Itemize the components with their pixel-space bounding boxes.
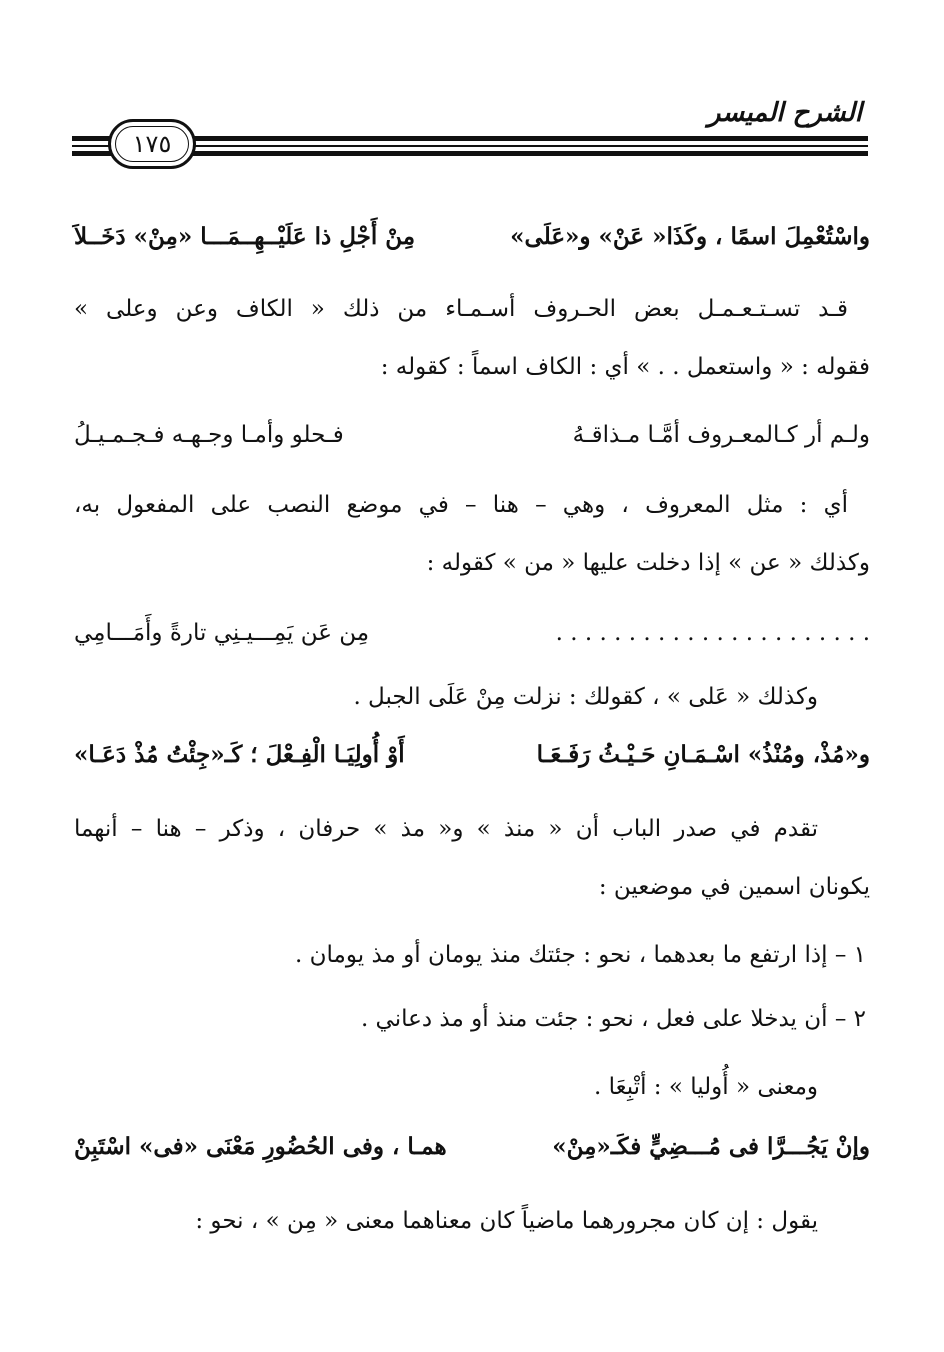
text-line-10: تقدم في صدر الباب أن « منذ » و« مذ » حرفان ، وذكر – هنا – أنهما [74,816,818,842]
text-line-11: يكونان اسمين في موضعين : [598,874,870,900]
text-line-16: يقول : إن كان مجرورهما ماضياً كان معناهما معنى « مِن » ، نحو : [195,1208,818,1234]
text-line-6: وكذلك « عن » إذا دخلت عليها « من » كقوله : [426,550,870,576]
poem-1-first-hemistich: ولـم أر كـالمعـروف أمَّـا مـذاقـهُ [572,422,870,448]
page-number-badge [108,119,196,169]
verse-line-2 [74,740,870,770]
list-item-2: ٢ – أن يدخلا على فعل ، نحو : جئت منذ أو مذ دعاني . [360,1006,866,1032]
verse-line-3 [74,1132,870,1162]
verse-2-second-hemistich: أَوْ أُولِيَـا الْفِـعْلَ ؛ كَـ«جِئْتُ مُذْ دَعَـا» [74,741,405,768]
verse-1-second-hemistich: مِنْ أَجْلِ ذا عَلَيْــهِــمَـــا «مِنْ» دَخَــلاَ [74,223,416,250]
verse-line-1 [74,222,870,252]
verse-1-first-hemistich: واسْتُعْمِلَ اسمًا ، وكَذَا« عَنْ» و«عَلَى» [510,223,870,250]
text-line-8: وكذلك « عَلى » ، كقولك : نزلت مِنْ عَلَى الجبل . [353,684,818,710]
verse-3-first-hemistich: وإنْ يَجُـــرَّا فى مُـــضِيٍّ فكَـ«مِنْ» [552,1133,870,1160]
text-line-14: ومعنى « أُوليا » : أتْبِعَا . [594,1074,818,1100]
poem-line-2 [74,618,870,648]
poem-2-second-hemistich: مِن عَن يَمِـــيـنِي تارةً وأَمَـــامِي [74,620,370,646]
poem-1-second-hemistich: فـحلو وأمـا وجـهـه فـجـمـيـلُ [74,422,344,448]
poem-2-first-hemistich: . . . . . . . . . . . . . . . . . . . . . . [555,620,870,646]
text-line-2: قـد تسـتـعـمـل بعض الحـروف أسـمـاء من ذلك « الكاف وعن وعلى » [74,296,848,322]
text-line-3: فقوله : « واستعمل . . » أي : الكاف اسماً : كقوله : [380,354,870,380]
list-item-1: ١ – إذا ارتفع ما بعدهما ، نحو : جئتك منذ يومان أو مذ يومان . [295,942,866,968]
text-line-5: أي : مثل المعروف ، وهي – هنا – في موضع النصب على المفعول به، [74,492,848,518]
running-header-title: الشرح الميسر [707,98,862,128]
page-number: ١٧٥ [132,130,172,158]
poem-line-1 [74,420,870,450]
verse-3-second-hemistich: همـا ، وفى الحُضُورِ مَعْنَى «فى» اسْتَبِنْ [74,1133,447,1160]
verse-2-first-hemistich: و«مُذْ، ومُنْذُ» اسْـمَـانِ حَـيْـثُ رَفَـعَـا [536,741,870,768]
